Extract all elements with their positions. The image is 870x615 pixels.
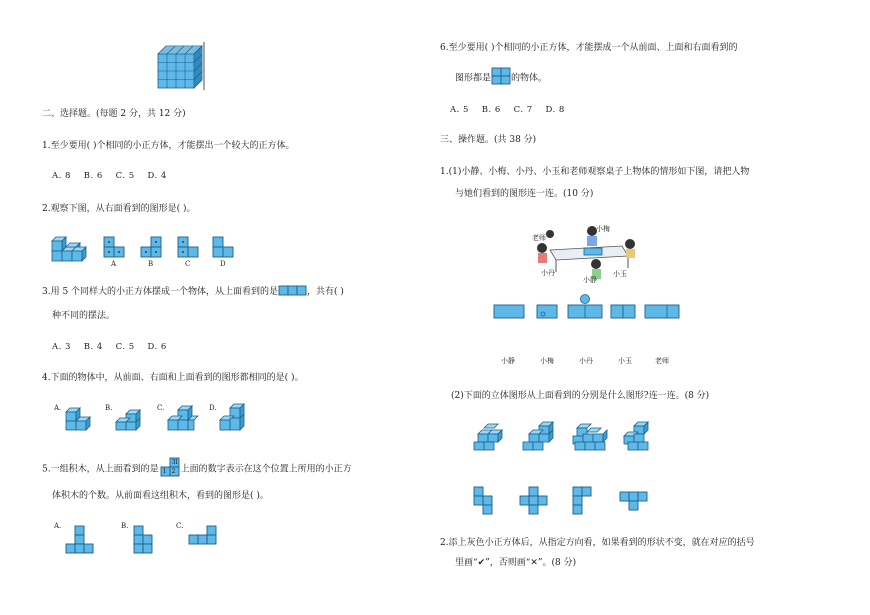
question-3-text-start: 3.用 5 个同样大的小正方体摆成一个物体，从上面看到的是: [42, 287, 279, 297]
question-3-text-end: ，共有( ): [307, 287, 344, 297]
grid-number-b: 1: [174, 459, 179, 466]
question-4-option-b-figure: [116, 410, 142, 430]
question-5-text: [42, 460, 352, 478]
view-shape-1: [494, 305, 524, 318]
question-5-text-end: 上面的数字表示在这个位置上所用的小正方: [180, 464, 352, 475]
view-shape-4: [611, 305, 635, 318]
question-6-view-shape: [492, 68, 510, 84]
person-name-1: 小静: [501, 357, 515, 365]
question-2-label-a: A: [111, 260, 117, 268]
question-4-label-c: C.: [157, 404, 165, 412]
question-4-label-b: B.: [105, 404, 113, 412]
view-shape-3: [568, 294, 602, 318]
operation-2-text: 2.添上灰色小正方体后，从指定方向看，如果看到的形状不变，就在对应的括号: [440, 538, 755, 548]
grid-number-c: 1: [162, 468, 167, 475]
person-name-4: 小玉: [618, 357, 632, 365]
operation-2-text-line2: 里画“✔”，否则画“✕”。(8 分): [455, 558, 577, 568]
question-4-label-a: A.: [54, 404, 62, 412]
question-5-option-c-view: [189, 526, 216, 544]
question-3-top-view: [279, 286, 306, 295]
operation-1-text: 1.(1)小静、小梅、小丹、小玉和老师观察桌子上物体的情形如下图，请把人物: [440, 167, 750, 177]
question-1-text: 1.至少要用( )个相同的小正方体，才能摆出一个较大的正方体。: [42, 141, 295, 151]
scene-label-xiaodan: 小丹: [541, 269, 555, 277]
question-2-solid-figure: [52, 237, 90, 261]
question-6-text-line2: [455, 70, 547, 86]
scene-label-xiaomei: 小梅: [596, 225, 610, 233]
grid-number-a: 3: [171, 459, 176, 466]
question-2-text: 2.观察下图，从右面看到的图形是( )。: [42, 204, 196, 214]
grid-number-d: 2: [171, 468, 176, 475]
top-view-shape-2: [520, 487, 547, 514]
solid-figure-3: [573, 424, 607, 450]
operation-1-part-2-text: (2)下面的立体图形从上面看到的分别是什么图形?连一连。(8 分): [451, 391, 710, 401]
solid-figure-4: [624, 422, 650, 450]
question-3-options: A. 3 B. 4 C. 5 D. 6: [52, 342, 167, 352]
question-3-text-line2: 种不同的摆法。: [52, 311, 116, 321]
question-5-label-b: B.: [121, 522, 129, 530]
question-5-option-a-view: [66, 526, 93, 553]
person-name-5: 老师: [655, 357, 669, 365]
question-4-option-c-figure: [168, 406, 198, 430]
scene-label-xiaoyu: 小玉: [613, 270, 627, 278]
question-2-label-d: D: [220, 260, 226, 268]
question-5-label-c: C.: [176, 522, 184, 530]
question-4-label-d: D.: [209, 404, 217, 412]
top-view-shape-4: [620, 492, 647, 510]
question-2-option-b-view: [141, 237, 161, 257]
question-4-option-d-figure: [220, 404, 246, 430]
question-2-label-c: C: [185, 260, 191, 268]
large-cube-figure: [158, 46, 204, 88]
question-3-text: [42, 286, 344, 298]
section-3-title: 三、操作题。(共 38 分): [440, 135, 537, 145]
question-2-option-d-view: [213, 237, 233, 257]
scene-label-teacher: 老师: [532, 234, 546, 242]
top-view-shape-3: [573, 487, 591, 514]
question-4-option-a-figure: [66, 408, 90, 430]
top-view-shape-1: [474, 487, 492, 514]
question-4-text: 4.下面的物体中，从前面、右面和上面看到的图形都相同的是( )。: [42, 373, 304, 383]
question-6-text-end: 的物体。: [511, 73, 548, 84]
section-2-title: 二、选择题。(每题 2 分，共 12 分): [42, 109, 186, 119]
question-6-text: 6.至少要用( )个相同的小正方体，才能摆成一个从前面、上面和右面看到的: [440, 43, 738, 53]
scene-label-xiaojing: 小静: [583, 276, 597, 284]
question-6-options: A. 5 B. 6 C. 7 D. 8: [450, 105, 565, 115]
question-5-label-a: A.: [54, 522, 62, 530]
view-shape-5: [645, 305, 679, 318]
person-name-3: 小丹: [579, 357, 593, 365]
solid-figure-2: [523, 422, 555, 450]
solid-figure-1: [474, 424, 506, 450]
question-2-label-b: B: [148, 260, 154, 268]
question-6-text-middle: 图形都是: [455, 73, 492, 84]
question-5-text-line2: 体积木的个数。从前面看这组积木，看到的图形是( )。: [52, 491, 269, 501]
operation-1-text-line2: 与她们看到的图形连一连。(10 分): [455, 189, 594, 199]
person-name-2: 小梅: [540, 357, 554, 365]
question-5-text-start: 5.一组积木，从上面看到的是: [42, 464, 159, 475]
view-shape-2: [537, 305, 557, 318]
question-5-top-grid: [161, 458, 179, 476]
question-5-option-b-view: [134, 526, 152, 553]
question-1-options: A. 8 B. 6 C. 5 D. 4: [52, 171, 167, 181]
question-2-option-a-view: [104, 237, 124, 257]
question-2-option-c-view: [178, 237, 198, 257]
